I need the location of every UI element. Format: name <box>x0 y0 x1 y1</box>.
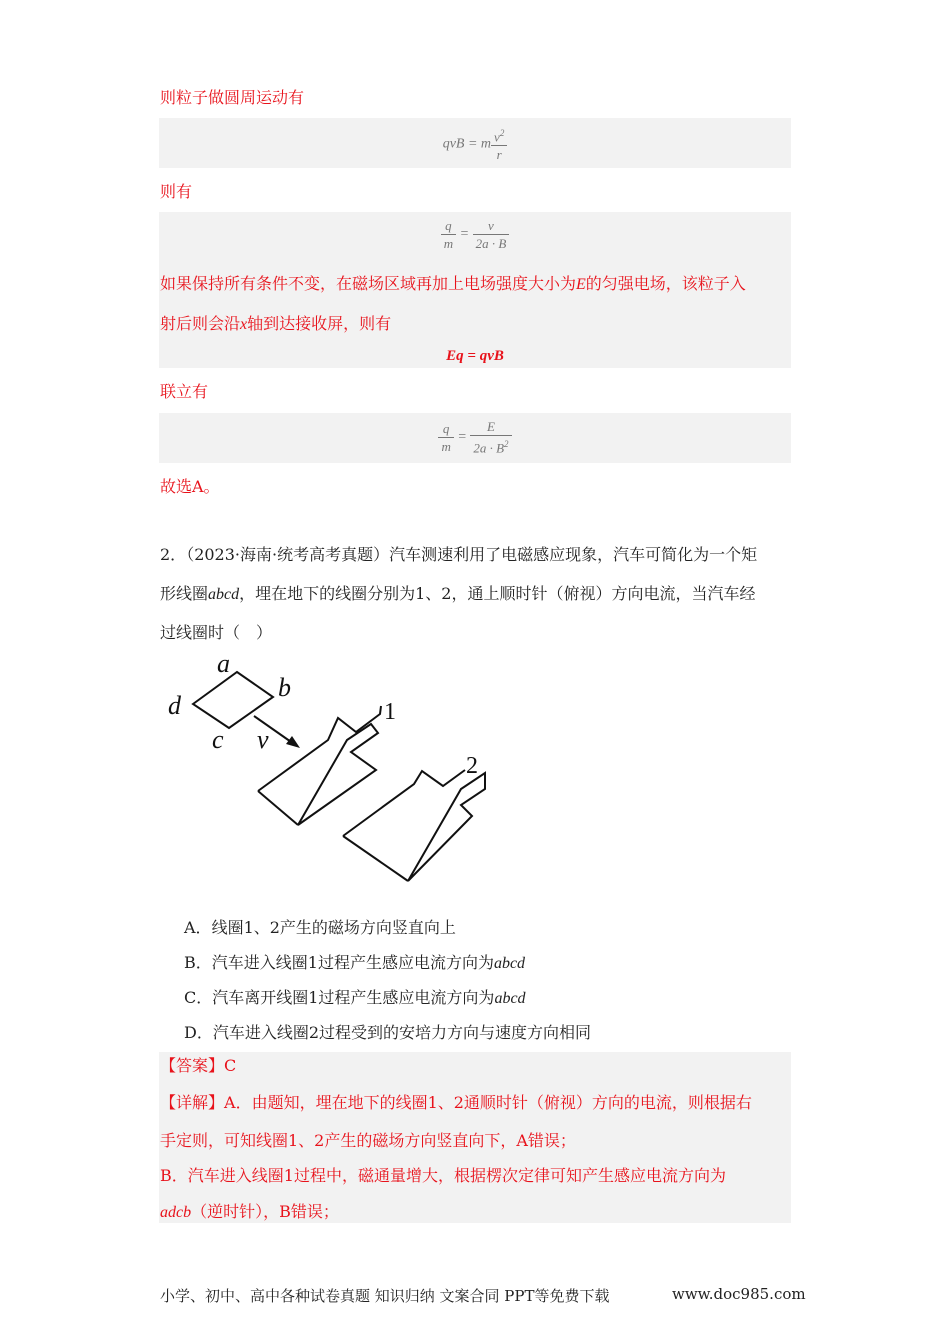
question-number: 2． <box>160 545 187 564</box>
eq1-num: v <box>494 129 500 145</box>
question-line-3: 过线圈时（ ） <box>160 623 273 642</box>
solution-line-combine: 联立有 <box>160 382 209 401</box>
eq2-num: v <box>473 218 510 235</box>
eq1-fraction <box>491 126 507 162</box>
question-text-2b: ，埋在地下的线圈分别为1、2，通上顺时针（俯视）方向电流，当汽车经 <box>239 584 756 603</box>
question-line-2 <box>160 584 756 605</box>
answer-line <box>160 1056 236 1076</box>
label-d: d <box>168 691 181 720</box>
coil-1-path-a <box>258 706 381 791</box>
red-para-x: x <box>240 316 248 333</box>
detail-line-1 <box>160 1093 752 1113</box>
option-c[interactable] <box>184 988 526 1009</box>
label-a: a <box>217 649 230 678</box>
eq2-rhs-fraction <box>473 218 510 251</box>
eq4-lhs-num: q <box>438 421 453 438</box>
coil-figure <box>160 648 500 888</box>
equation-block-4 <box>159 413 791 463</box>
eq1-m: m <box>480 136 492 152</box>
eq3-red: Eq = qvB <box>446 348 504 364</box>
option-d[interactable] <box>184 1023 591 1043</box>
solution-conclusion: 故选A。 <box>160 477 220 496</box>
label-coil-1: 1 <box>384 699 396 725</box>
label-v: v <box>257 725 269 754</box>
detail-adcb: adcb <box>160 1204 192 1221</box>
eq4-num: E <box>470 419 511 436</box>
label-c: c <box>212 725 224 754</box>
detail-line-2: 手定则，可知线圈1、2产生的磁场方向竖直向下，A错误； <box>160 1131 576 1150</box>
coil-1-path-c <box>258 791 298 825</box>
eq4-den-wrap <box>470 436 511 455</box>
answer-value: C <box>224 1056 237 1075</box>
option-b[interactable] <box>184 953 525 974</box>
option-c-label: C． <box>184 988 213 1007</box>
red-para-E: E <box>576 276 586 293</box>
option-c-text: 汽车离开线圈1过程产生感应电流方向为 <box>212 988 495 1007</box>
eq2-lhs-fraction <box>441 218 456 251</box>
eq2-equals: = <box>459 226 470 242</box>
red-paragraph-line1 <box>160 274 746 295</box>
eq4-den: 2a · B <box>473 440 505 456</box>
eq4-rhs-fraction <box>470 419 511 455</box>
coil-2-path-c <box>343 836 408 881</box>
option-a-label: A． <box>184 918 212 937</box>
velocity-arrow-head <box>286 736 300 748</box>
question-line-1 <box>160 545 757 565</box>
detail-line-3: B．汽车进入线圈1过程中，磁通量增大，根据楞次定律可知产生感应电流方向为 <box>160 1166 726 1185</box>
option-b-tail: abcd <box>493 955 526 972</box>
car-coil-shape <box>193 672 273 728</box>
eq4-lhs-den: m <box>441 438 451 454</box>
answer-tag: 【答案】 <box>160 1056 225 1075</box>
detail-b2: （逆时针），B错误； <box>191 1202 339 1221</box>
answer-block <box>159 1052 791 1223</box>
option-d-text: 汽车进入线圈2过程受到的安培力方向与速度方向相同 <box>212 1023 592 1042</box>
eq1-den: r <box>496 147 502 163</box>
detail-line-4 <box>160 1202 339 1223</box>
eq2-den: 2a · B <box>475 236 507 251</box>
red-paragraph-line2 <box>160 314 391 335</box>
eq4-equals: = <box>457 429 467 445</box>
option-b-label: B． <box>184 953 212 972</box>
label-coil-2: 2 <box>466 753 478 779</box>
red-para-a: 如果保持所有条件不变，在磁场区域再加上电场强度大小为 <box>160 274 577 293</box>
eq2-lhs-num: q <box>441 218 456 235</box>
equation-block-2 <box>159 212 791 368</box>
question-abcd: abcd <box>208 586 240 603</box>
eq2-lhs-den: m <box>443 236 454 251</box>
eq1-equals: = <box>467 136 478 152</box>
eq4-sup: 2 <box>504 439 509 449</box>
footer-url[interactable]: www.doc985.com <box>672 1285 806 1303</box>
option-b-text: 汽车进入线圈1过程产生感应电流方向为 <box>211 953 494 972</box>
coil-2-path-b <box>408 773 485 881</box>
option-d-label: D． <box>184 1023 213 1042</box>
detail-tag: 【详解】 <box>160 1093 225 1112</box>
option-a[interactable] <box>184 918 456 938</box>
solution-line-circular-motion: 则粒子做圆周运动有 <box>160 88 305 107</box>
option-a-text: 线圈1、2产生的磁场方向竖直向上 <box>211 918 456 937</box>
detail-a1: A．由题知，埋在地下的线圈1、2通顺时针（俯视）方向的电流，则根据右 <box>224 1093 752 1112</box>
footer-text: 小学、初中、高中各种试卷真题 知识归纳 文案合同 PPT等免费下载 <box>160 1287 610 1305</box>
label-b: b <box>278 673 291 702</box>
red-para-b: 的匀强电场，该粒子入 <box>585 274 746 293</box>
eq4-lhs-fraction <box>438 421 453 454</box>
solution-line-then: 则有 <box>160 182 193 201</box>
eq1-sup: 2 <box>499 128 505 138</box>
equation-block-1 <box>159 118 791 168</box>
question-text-2a: 形线圈 <box>160 584 209 603</box>
eq1-lhs: qvB <box>442 136 465 152</box>
coil-1-path-b <box>298 724 378 825</box>
question-text-1: （2023·海南·统考高考真题）汽车测速利用了电磁感应现象，汽车可简化为一个矩 <box>186 545 758 564</box>
red-para-c: 射后则会沿 <box>160 314 241 333</box>
option-c-tail: abcd <box>494 990 526 1007</box>
red-para-d: 轴到达接收屏，则有 <box>247 314 392 333</box>
